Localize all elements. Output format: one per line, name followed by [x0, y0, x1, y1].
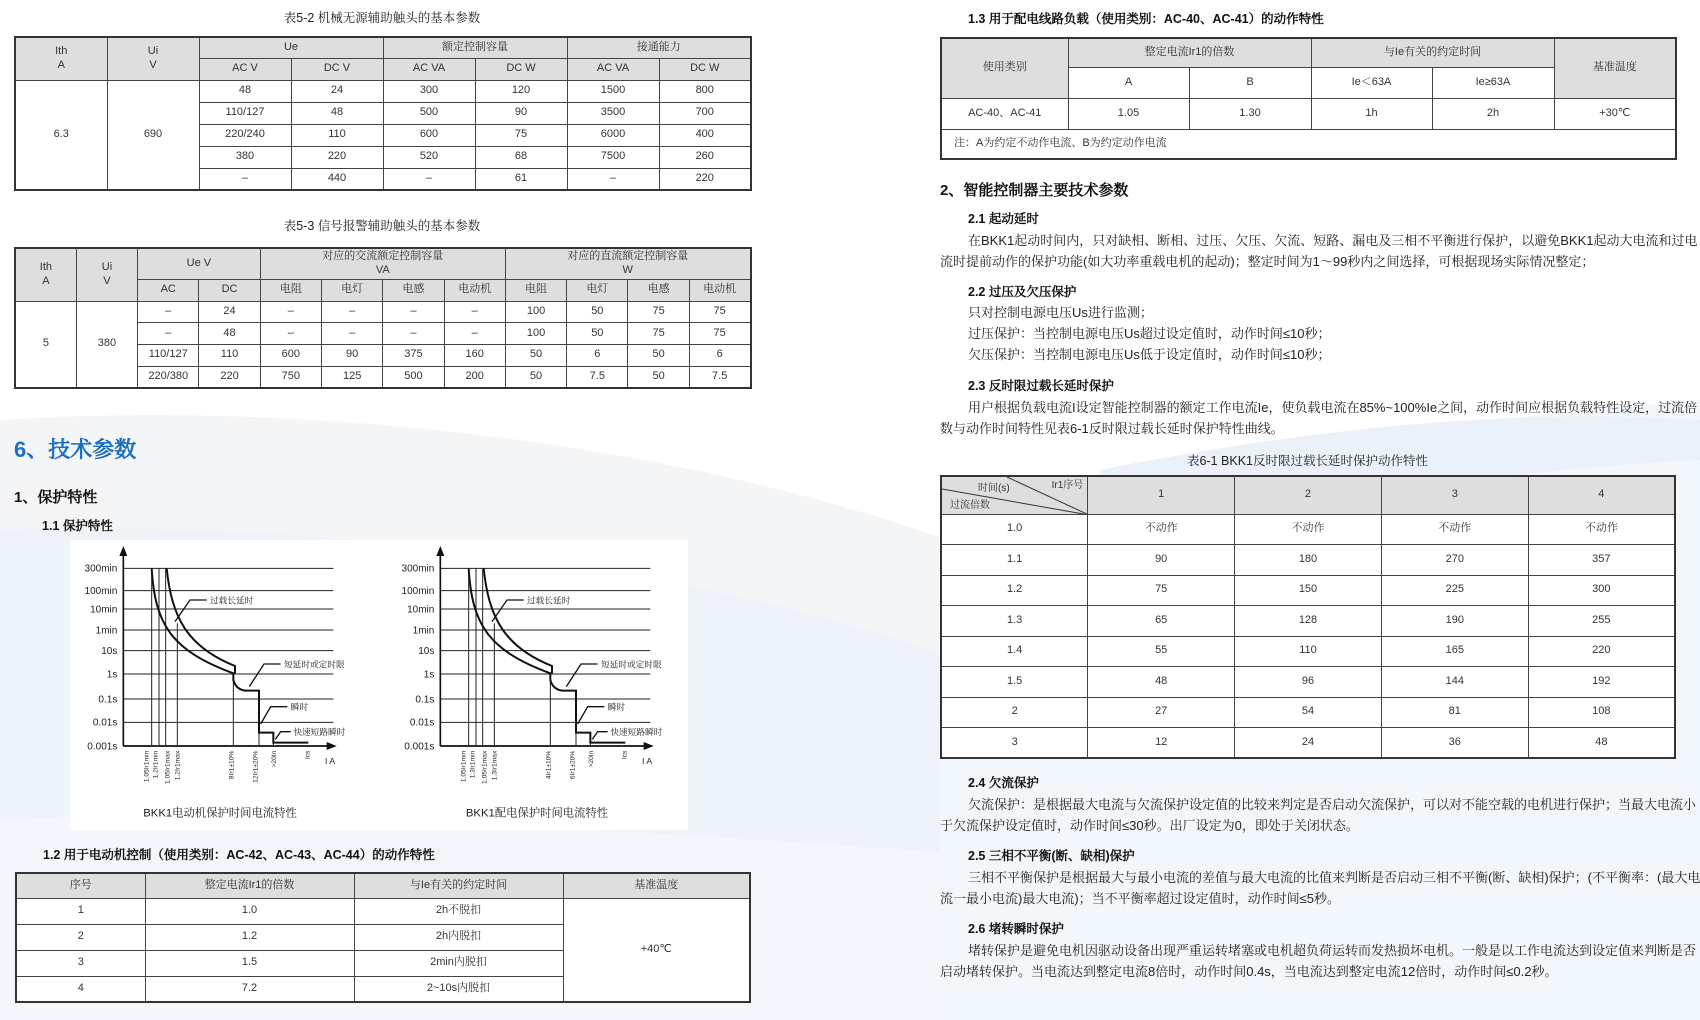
cell: 1.30: [1189, 98, 1311, 129]
sub-header: AC: [138, 279, 199, 301]
cell: 不动作: [1528, 514, 1675, 545]
cell: 2min内脱扣: [354, 950, 563, 976]
y-tick-label: 1s: [106, 669, 118, 681]
leader-line: [578, 707, 605, 724]
y-tick-label: 10min: [90, 604, 118, 616]
cell: 50: [628, 366, 689, 388]
sub-header: AC VA: [567, 58, 659, 80]
cell: 120: [475, 80, 567, 102]
text-line: 数与动作时间特性见表6-1反时限过载长延时保护特性曲线。: [940, 421, 1284, 436]
sub-header: 电阻: [505, 279, 566, 301]
header-ac-group: 对应的交流额定控制容量 VA: [260, 248, 505, 279]
cell: 144: [1381, 667, 1528, 698]
section-title: 6、技术参数: [14, 437, 137, 462]
cell: 220: [1528, 636, 1675, 667]
text-line: 用户根据负载电流I设定智能控制器的额定工作电流Ie，使负载电流在85%~100%Ie之间，动作时间应根据负载特性设定，过流倍: [968, 400, 1698, 415]
cell: 500: [383, 366, 444, 388]
cell: 75: [628, 301, 689, 323]
table-note: 注：A为约定不动作电流、B为约定动作电流: [941, 129, 1676, 159]
annotation-label: 过载长延时: [210, 595, 254, 606]
cell: 24: [1235, 728, 1382, 759]
text-line: 欠流保护：是根据最大电流与欠流保护设定值的比较来判定是否启动欠流保护，可以对不能空载的电机进行保护；当最大电流小: [968, 797, 1697, 812]
x-tick-label: 8Ir1±10%: [228, 750, 236, 780]
cell: 48: [1088, 667, 1235, 698]
cell: 110: [291, 124, 383, 146]
cell: 750: [260, 366, 321, 388]
row-header: 1.1: [941, 545, 1088, 576]
cell: 12: [1088, 728, 1235, 759]
section-2-6-text: [940, 940, 1697, 982]
cell: 260: [659, 146, 751, 168]
column-header: 4: [1528, 476, 1675, 514]
section-2-1-heading: 2.1 起动延时: [968, 212, 1039, 226]
sub-header: DC W: [659, 58, 751, 80]
cell: –: [383, 168, 475, 190]
table-row: [941, 697, 1675, 728]
cell: 96: [1235, 667, 1382, 698]
column-header: 3: [1381, 476, 1528, 514]
x-axis-label: I A: [642, 756, 653, 766]
sub-header: AC V: [199, 58, 291, 80]
cell: 1: [16, 898, 145, 924]
table-row: [941, 667, 1675, 698]
x-axis-arrow-icon: [327, 742, 337, 750]
cell: –: [321, 323, 382, 345]
header-making-capacity: 接通能力: [567, 37, 751, 58]
cell: 400: [659, 124, 751, 146]
sub-header: AC VA: [383, 58, 475, 80]
reference-temperature: +40℃: [563, 898, 750, 1002]
cell: 255: [1528, 606, 1675, 637]
cell: –: [321, 301, 382, 323]
section-1-3-heading: 1.3 用于配电线路负载（使用类别：AC-40、AC-41）的动作特性: [968, 12, 1324, 26]
cell: 90: [1088, 545, 1235, 576]
leader-line: [249, 664, 280, 687]
cell: 7.5: [689, 366, 750, 388]
y-tick-label: 300min: [84, 563, 118, 575]
table-row: [941, 575, 1675, 606]
section-2-3-heading: 2.3 反时限过载长延时保护: [968, 379, 1114, 393]
cell: 600: [260, 344, 321, 366]
chart-caption: BKK1电动机保护时间电流特性: [143, 807, 297, 820]
table-5-2: [14, 36, 752, 191]
row-header: 1.0: [941, 514, 1088, 545]
cell: 220: [199, 366, 260, 388]
y-tick-label: 1min: [95, 625, 118, 637]
section-2-2-heading: 2.2 过压及欠压保护: [968, 285, 1077, 299]
text-line: 堵转保护是避免电机因驱动设备出现严重运转堵塞或电机超负荷运转而发热损坏电机。一般是以工作电流达到设定值来判断是否: [968, 943, 1697, 958]
x-tick-label: 6Ir1±20%: [569, 750, 577, 780]
sub-header: 电灯: [321, 279, 382, 301]
x-axis-label: I A: [325, 756, 336, 766]
table-row: [941, 606, 1675, 637]
cell: 48: [199, 80, 291, 102]
cell: 128: [1235, 606, 1382, 637]
cell: 24: [199, 301, 260, 323]
column-header: 基准温度: [563, 873, 750, 898]
column-header: 1: [1088, 476, 1235, 514]
x-tick-label: 1.05Ir1max: [164, 750, 172, 784]
table-6-1-title: 表6-1 BKK1反时限过载长延时保护动作特性: [1186, 454, 1428, 468]
cell: 7.5: [567, 366, 628, 388]
cell: 48: [1528, 728, 1675, 759]
cell: 不动作: [1381, 514, 1528, 545]
cell: 2h不脱扣: [354, 898, 563, 924]
cell: 48: [199, 323, 260, 345]
cell: 200: [444, 366, 505, 388]
sub-header: DC V: [291, 58, 383, 80]
cell: 6: [689, 344, 750, 366]
annotation-label: 短延时或定时限: [284, 659, 345, 670]
cell: 150: [1235, 575, 1382, 606]
cell: 2~10s内脱扣: [354, 976, 563, 1002]
cell: 160: [444, 344, 505, 366]
corner-time-label: 时间(s): [978, 483, 1010, 494]
cell: 300: [383, 80, 475, 102]
sub-header-a: A: [1068, 67, 1189, 98]
cell: 440: [291, 168, 383, 190]
cell: 65: [1088, 606, 1235, 637]
x-tick-label: 1.3Ir1min: [469, 750, 477, 779]
table-motor-control: [15, 872, 751, 1003]
header-ui: Ui V: [107, 37, 199, 80]
x-tick-label: 1.2Ir1max: [174, 750, 182, 781]
cell: 1.05: [1068, 98, 1189, 129]
cell: 68: [475, 146, 567, 168]
x-tick-label: 1.05Ir1max: [481, 750, 489, 784]
cell: 1.5: [145, 950, 354, 976]
row-header: 3: [941, 728, 1088, 759]
column-header: 2: [1235, 476, 1382, 514]
x-tick-label: >20In: [271, 750, 278, 768]
table-distribution-load: [940, 37, 1677, 160]
header-temp: 基准温度: [1554, 38, 1676, 98]
header-ith: Ith A: [15, 37, 107, 80]
column-header: 整定电流Ir1的倍数: [145, 873, 354, 898]
cell: 800: [659, 80, 751, 102]
header-rated-capacity: 额定控制容量: [383, 37, 567, 58]
leader-line: [592, 732, 607, 740]
x-tick-label: 1.3Ir1max: [491, 750, 499, 781]
cell: 1.0: [145, 898, 354, 924]
text-line: 三相不平衡保护是根据最大与最小电流的差值与最大电流的比值来判断是否启动三相不平衡(断、缺相)保护；(不平衡率：(最大电: [968, 870, 1700, 885]
cell: –: [199, 168, 291, 190]
leader-line: [566, 664, 597, 687]
cell: 50: [567, 301, 628, 323]
table-5-2-title: 表5-2 机械无源辅助触头的基本参数: [283, 11, 481, 25]
sub-header: 电动机: [689, 279, 750, 301]
ith-value: 5: [15, 301, 76, 388]
leader-line: [275, 732, 290, 740]
y-tick-label: 100min: [84, 586, 118, 597]
header-time: 与Ie有关的约定时间: [1311, 38, 1554, 67]
x-tick-label: 12Ir1±20%: [252, 750, 260, 783]
cell: –: [138, 301, 199, 323]
cell: 270: [1381, 545, 1528, 576]
header-ui: Ui V: [76, 248, 137, 301]
cell: 不动作: [1235, 514, 1382, 545]
y-tick-label: 0.001s: [87, 741, 118, 753]
text-line: 流一最小电流)最大电流)；当不平衡率超过设定值时，动作时间≤5秒。: [940, 891, 1341, 906]
sub-header: 电感: [628, 279, 689, 301]
annotation-label: 快速短路瞬时: [610, 727, 663, 737]
cell: 110/127: [199, 102, 291, 124]
cell: 165: [1381, 636, 1528, 667]
cell: 220/240: [199, 124, 291, 146]
cell: 36: [1381, 728, 1528, 759]
cell: 357: [1528, 545, 1675, 576]
cell: 108: [1528, 697, 1675, 728]
protection-curve-lower: [469, 568, 626, 742]
cell: 50: [505, 344, 566, 366]
annotation-label: 快速短路瞬时: [293, 727, 346, 737]
row-header: 2: [941, 697, 1088, 728]
cell: 220: [291, 146, 383, 168]
cell: 90: [475, 102, 567, 124]
y-tick-label: 10s: [418, 646, 435, 657]
cell: 50: [567, 323, 628, 345]
table-row: [941, 545, 1675, 576]
sub-header: DC W: [475, 58, 567, 80]
sub-header-b: B: [1189, 67, 1311, 98]
y-tick-label: 10s: [101, 646, 118, 657]
chart-caption: BKK1配电保护时间电流特性: [465, 807, 609, 820]
cell: 50: [505, 366, 566, 388]
cell: 6: [567, 344, 628, 366]
cell: +30℃: [1554, 98, 1676, 129]
section-2-6-heading: 2.6 堵转瞬时保护: [968, 922, 1064, 936]
table-row: [16, 898, 750, 924]
y-tick-label: 0.001s: [404, 741, 435, 753]
section-2-heading: 2、智能控制器主要技术参数: [940, 182, 1129, 199]
cell: 190: [1381, 606, 1528, 637]
cell: 100: [505, 301, 566, 323]
cell: –: [567, 168, 659, 190]
cell: 300: [1528, 575, 1675, 606]
section-2-5-heading: 2.5 三相不平衡(断、缺相)保护: [968, 849, 1135, 863]
y-tick-label: 10min: [407, 604, 435, 616]
cell: –: [444, 323, 505, 345]
header-multiple: 整定电流Ir1的倍数: [1068, 38, 1311, 67]
text-line: 启动堵转保护。当电流达到整定电流8倍时，动作时间0.4s，当电流达到整定电流12倍时，动作时间≤0.2秒。: [940, 964, 1558, 979]
cell: 75: [689, 301, 750, 323]
sub-header-ie-ge-63: Ie≥63A: [1432, 67, 1554, 98]
cell: 2h内脱扣: [354, 924, 563, 950]
annotation-label: 过载长延时: [527, 595, 571, 606]
cell: 520: [383, 146, 475, 168]
cell: 220: [659, 168, 751, 190]
x-tick-label: Ics: [621, 750, 629, 760]
protection-curve-lower: [152, 568, 309, 742]
table-5-3-title: 表5-3 信号报警辅助触头的基本参数: [283, 219, 481, 233]
text-line: 过压保护：当控制电源电压Us超过设定值时，动作时间≤10秒；: [968, 326, 1331, 341]
cell: 7500: [567, 146, 659, 168]
cell: 90: [321, 344, 382, 366]
x-tick-label: 1.05Ir1min: [143, 750, 151, 783]
cell: 24: [291, 80, 383, 102]
text-line: 只对控制电源电压Us进行监测；: [968, 305, 1153, 320]
column-header: 序号: [16, 873, 145, 898]
cell: 700: [659, 102, 751, 124]
ith-value: 6.3: [15, 80, 107, 190]
corner-seq-label: Ir1序号: [1051, 480, 1084, 491]
cell: 75: [475, 124, 567, 146]
cell: 55: [1088, 636, 1235, 667]
table-row: [15, 80, 751, 102]
corner-header: [941, 476, 1088, 514]
cell: 125: [321, 366, 382, 388]
section-1-1-heading: 1.1 保护特性: [42, 519, 113, 533]
cell: 48: [291, 102, 383, 124]
cell: 54: [1235, 697, 1382, 728]
y-axis-arrow-icon: [119, 546, 127, 556]
x-tick-label: 1.05Ir1min: [460, 750, 468, 783]
distribution-protection-curve: [377, 540, 717, 830]
text-line: 欠压保护：当控制电源电压Us低于设定值时，动作时间≤10秒；: [968, 347, 1331, 362]
cell: 7.2: [145, 976, 354, 1002]
cell: 1500: [567, 80, 659, 102]
section-2-5-text: [940, 867, 1700, 909]
text-line: 于欠流保护设定值时，动作时间≤30秒。出厂设定为0，即处于关闭状态。: [940, 818, 1359, 833]
header-dc-group: 对应的直流额定控制容量 W: [505, 248, 750, 279]
motor-protection-curve: [60, 540, 400, 830]
cell: 110: [1235, 636, 1382, 667]
row-header: 1.2: [941, 575, 1088, 606]
header-category: 使用类别: [941, 38, 1068, 98]
cell: 6000: [567, 124, 659, 146]
y-tick-label: 0.01s: [92, 717, 118, 729]
sub-header-ie-lt-63: Ie＜63A: [1311, 67, 1432, 98]
x-tick-label: 4Ir1±10%: [545, 750, 553, 780]
x-axis-arrow-icon: [644, 742, 654, 750]
cell: 81: [1381, 697, 1528, 728]
cell: 192: [1528, 667, 1675, 698]
section-2-4-heading: 2.4 欠流保护: [968, 776, 1039, 790]
y-tick-label: 0.1s: [98, 694, 118, 706]
cell: –: [260, 323, 321, 345]
sub-header: DC: [199, 279, 260, 301]
cell: 27: [1088, 697, 1235, 728]
y-tick-label: 1s: [423, 669, 435, 681]
row-header: 1.3: [941, 606, 1088, 637]
section-2-1-text: [940, 230, 1698, 272]
sub-header: 电动机: [444, 279, 505, 301]
cell: 1.2: [145, 924, 354, 950]
header-ith: Ith A: [15, 248, 76, 301]
corner-mult-label: 过流倍数: [950, 500, 990, 511]
sub-header: 电阻: [260, 279, 321, 301]
sub-header: 电灯: [567, 279, 628, 301]
y-axis-arrow-icon: [436, 546, 444, 556]
cell: –: [444, 301, 505, 323]
cell: 380: [199, 146, 291, 168]
cell: 220/380: [138, 366, 199, 388]
cell: –: [260, 301, 321, 323]
y-tick-label: 100min: [401, 586, 435, 597]
section-2-3-text: [940, 397, 1698, 439]
table-5-3: [14, 247, 752, 389]
section-2-2-text: [940, 302, 1675, 365]
cell: AC-40、AC-41: [941, 98, 1068, 129]
header-ue: Ue V: [138, 248, 261, 279]
column-header: 与Ie有关的约定时间: [354, 873, 563, 898]
cell: 50: [628, 344, 689, 366]
sub-header: 电感: [383, 279, 444, 301]
row-header: 1.5: [941, 667, 1088, 698]
cell: 3: [16, 950, 145, 976]
ui-value: 690: [107, 80, 199, 190]
cell: 75: [1088, 575, 1235, 606]
cell: 375: [383, 344, 444, 366]
cell: –: [383, 301, 444, 323]
ui-value: 380: [76, 301, 137, 388]
cell: 61: [475, 168, 567, 190]
header-ue: Ue: [199, 37, 383, 58]
cell: 500: [383, 102, 475, 124]
row-header: 1.4: [941, 636, 1088, 667]
cell: 2: [16, 924, 145, 950]
cell: 2h: [1432, 98, 1554, 129]
cell: 110/127: [138, 344, 199, 366]
annotation-label: 短延时或定时限: [601, 659, 662, 670]
cell: –: [138, 323, 199, 345]
cell: 180: [1235, 545, 1382, 576]
cell: –: [383, 323, 444, 345]
text-line: 流时提前动作的保护功能(如大功率重载电机的起动)；整定时间为1～99秒内之间选择，可根据现场实际情况整定；: [940, 254, 1595, 269]
y-tick-label: 300min: [401, 563, 435, 575]
annotation-label: 瞬时: [290, 702, 308, 712]
cell: 110: [199, 344, 260, 366]
table-row: [941, 728, 1675, 759]
cell: 225: [1381, 575, 1528, 606]
text-line: 在BKK1起动时间内，只对缺相、断相、过压、欠压、欠流、短路、漏电及三相不平衡进行保护，以避免BKK1起动大电流和过电: [968, 233, 1698, 248]
table-row: [941, 636, 1675, 667]
annotation-label: 瞬时: [607, 702, 625, 712]
y-tick-label: 1min: [412, 625, 435, 637]
section-2-4-text: [940, 794, 1697, 836]
section-1-heading: 1、保护特性: [14, 489, 98, 506]
y-tick-label: 0.01s: [409, 717, 435, 729]
cell: 75: [628, 323, 689, 345]
leader-line: [261, 707, 288, 724]
table-row: [941, 98, 1676, 129]
x-tick-label: >20In: [588, 750, 595, 768]
table-6-1: [940, 475, 1676, 759]
table-row: [941, 514, 1675, 545]
cell: 75: [689, 323, 750, 345]
cell: 4: [16, 976, 145, 1002]
cell: 100: [505, 323, 566, 345]
cell: 1h: [1311, 98, 1432, 129]
cell: 不动作: [1088, 514, 1235, 545]
x-tick-label: Ics: [304, 750, 312, 760]
x-tick-label: 1.2Ir1min: [152, 750, 160, 779]
cell: 3500: [567, 102, 659, 124]
section-1-2-heading: 1.2 用于电动机控制（使用类别：AC-42、AC-43、AC-44）的动作特性: [43, 848, 435, 862]
cell: 600: [383, 124, 475, 146]
table-row: [15, 301, 751, 323]
y-tick-label: 0.1s: [415, 694, 435, 706]
